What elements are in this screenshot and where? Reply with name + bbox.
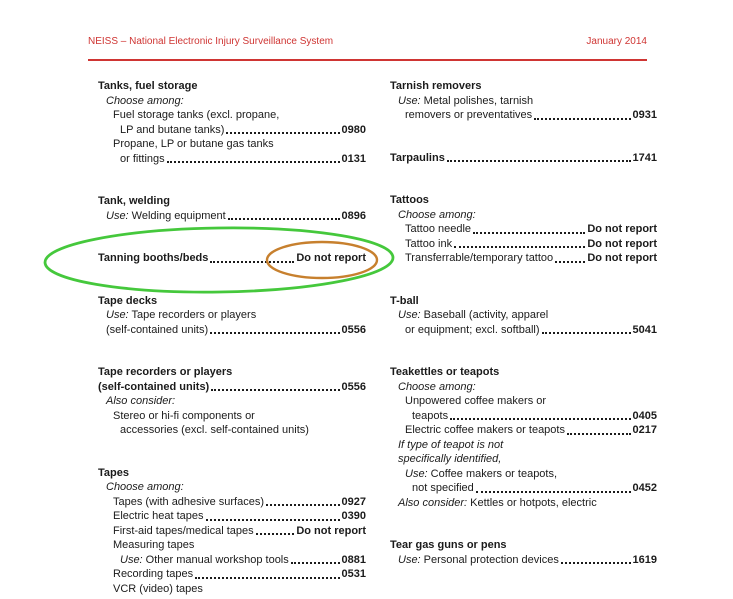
entry-line [98, 509, 366, 524]
entry-line [98, 108, 366, 123]
entry-text: Tarnish removers [390, 80, 482, 92]
dot-leader [561, 562, 631, 564]
entry-line [390, 308, 657, 323]
entry-line [98, 538, 366, 553]
entry-text: Tape decks [98, 294, 158, 307]
entry-line [98, 209, 366, 224]
entry-text: Use: Tape recorders or players [106, 309, 257, 321]
dot-leader [450, 418, 630, 420]
entry-line [98, 323, 366, 338]
entry-line [390, 438, 657, 453]
section-tarpaulins [390, 151, 657, 166]
entry-text: Tanning booths/beds [98, 252, 209, 264]
dot-leader [226, 132, 339, 134]
section-tanks-fuel-storage [98, 79, 366, 166]
section-tattoos [390, 193, 657, 266]
left-column [98, 79, 366, 599]
dot-leader [454, 246, 585, 248]
entry-text: Unpowered coffee makers or [405, 395, 547, 407]
entry-text: Tattoos [390, 194, 429, 206]
dot-leader [291, 562, 340, 564]
entry-line [98, 423, 366, 438]
entry-line [390, 294, 657, 309]
product-code: 0531 [341, 568, 366, 580]
entry-line [390, 481, 657, 496]
entry-text: Transferrable/temporary tattoo [405, 252, 554, 264]
entry-line [98, 394, 366, 409]
entry-line [390, 538, 657, 553]
product-code: 0927 [341, 495, 366, 508]
product-code: 0881 [341, 553, 366, 566]
section-tape-decks [98, 294, 366, 338]
entry-line [98, 480, 366, 495]
entry-line [390, 365, 657, 380]
entry-line [98, 152, 366, 167]
entry-text: not specified [412, 482, 474, 494]
entry-line [98, 582, 366, 597]
entry-text: Electric heat tapes [113, 510, 204, 522]
entry-text: Electric coffee makers or teapots [405, 424, 565, 436]
entry-line [98, 567, 366, 582]
product-code: 0217 [632, 424, 657, 436]
entry-text: Tear gas guns or pens [390, 539, 507, 551]
entry-text: Use: Baseball (activity, apparel [398, 309, 549, 321]
dot-leader [447, 160, 631, 162]
entry-line [390, 94, 657, 109]
entry-text: Tanks, fuel storage [98, 80, 198, 92]
page-header [88, 36, 647, 48]
entry-line [390, 409, 657, 424]
entry-text: Tarpaulins [390, 151, 445, 164]
product-code: 0131 [341, 152, 366, 165]
product-code: 0556 [341, 323, 366, 336]
dot-leader [473, 232, 585, 234]
entry-line [390, 151, 657, 166]
entry-text: accessories (excl. self-contained units) [120, 424, 309, 436]
entry-text: Use: Coffee makers or teapots, [405, 467, 558, 480]
product-code: Do not report [296, 524, 366, 537]
entry-line [98, 79, 366, 94]
section-tanning-booths-beds [98, 251, 366, 266]
entry-line [98, 123, 366, 138]
entry-text: If type of teapot is not [398, 438, 504, 451]
section-tear-gas-guns-or-pens [390, 538, 657, 567]
section-teakettles-or-teapots [390, 365, 657, 510]
dot-leader [567, 433, 631, 435]
entry-text: Tape recorders or players [98, 366, 233, 378]
entry-text: Measuring tapes [113, 539, 195, 551]
entry-text: Choose among: [398, 208, 476, 221]
entry-text: or equipment; excl. softball) [405, 323, 540, 336]
entry-line [98, 495, 366, 510]
entry-line [390, 496, 657, 511]
entry-line [390, 423, 657, 438]
entry-line [98, 409, 366, 424]
entry-line [390, 467, 657, 482]
entry-text: Stereo or hi-fi components or [113, 409, 255, 422]
entry-text: or fittings [120, 152, 165, 165]
entry-text: (self-contained units) [106, 323, 209, 336]
entry-text: Tattoo ink [405, 237, 453, 250]
entry-text: Choose among: [106, 94, 184, 107]
entry-line [390, 251, 657, 266]
entry-line [390, 380, 657, 395]
entry-line [390, 237, 657, 252]
header-title: NEISS – National Electronic Injury Surveillance System [88, 36, 334, 47]
entry-line [390, 108, 657, 123]
entry-text: Use: Other manual workshop tools [120, 553, 289, 566]
entry-line [98, 380, 366, 395]
product-code: 0931 [632, 109, 657, 121]
dot-leader [210, 332, 339, 334]
dot-leader [555, 261, 585, 263]
entry-text: LP and butane tanks) [120, 123, 225, 136]
entry-line [98, 553, 366, 568]
dot-leader [228, 218, 340, 220]
header-rule [88, 59, 647, 61]
entry-text: Tank, welding [98, 195, 170, 207]
entry-text: teapots [412, 409, 449, 422]
entry-line [390, 452, 657, 467]
entry-text: Tapes (with adhesive surfaces) [113, 495, 265, 508]
entry-text: T-ball [390, 294, 419, 307]
entry-line [390, 79, 657, 94]
entry-text: removers or preventatives [405, 109, 533, 121]
dot-leader [167, 161, 340, 163]
entry-text: Use: Metal polishes, tarnish [398, 94, 534, 107]
entry-line [390, 323, 657, 338]
dot-leader [256, 533, 295, 535]
entry-line [98, 466, 366, 481]
entry-text: (self-contained units) [98, 380, 210, 393]
entry-text: Choose among: [398, 380, 476, 393]
entry-line [98, 308, 366, 323]
entry-line [98, 365, 366, 380]
product-code: Do not report [587, 252, 657, 264]
product-code: 1619 [632, 553, 657, 566]
product-code: Do not report [296, 252, 366, 264]
entry-line [98, 524, 366, 539]
entry-text: Also consider: [106, 395, 176, 407]
entry-text: VCR (video) tapes [113, 582, 203, 595]
entry-line [98, 251, 366, 266]
section-tarnish-removers [390, 79, 657, 123]
section-tapes [98, 466, 366, 597]
section-t-ball [390, 294, 657, 338]
product-code: 5041 [632, 323, 657, 336]
dot-leader [542, 332, 631, 334]
entry-text: Recording tapes [113, 568, 194, 580]
entry-line [390, 208, 657, 223]
section-tank-welding [98, 194, 366, 223]
entry-text: Fuel storage tanks (excl. propane, [113, 109, 280, 121]
dot-leader [211, 389, 339, 391]
entry-line [390, 222, 657, 237]
entry-line [98, 137, 366, 152]
dot-leader [210, 261, 294, 263]
entry-text: Use: Welding equipment [106, 209, 226, 222]
entry-text: Propane, LP or butane gas tanks [113, 138, 274, 150]
product-code: 0390 [341, 510, 366, 522]
product-code: 0556 [341, 380, 366, 393]
product-code: 0405 [632, 409, 657, 422]
entry-text: Use: Personal protection devices [398, 553, 559, 566]
entry-text: Tattoo needle [405, 223, 472, 235]
entry-line [98, 294, 366, 309]
right-column [390, 79, 657, 595]
product-code: 0980 [341, 123, 366, 136]
entry-line [390, 394, 657, 409]
entry-text: Tapes [98, 466, 129, 479]
header-date: January 2014 [586, 36, 647, 47]
entry-text: First-aid tapes/medical tapes [113, 524, 254, 537]
entry-text: Choose among: [106, 481, 184, 493]
section-tape-recorders-or-players [98, 365, 366, 438]
entry-line [390, 553, 657, 568]
dot-leader [476, 491, 631, 493]
product-code: Do not report [587, 223, 657, 235]
entry-text: Also consider: Kettles or hotpots, electric [398, 496, 597, 509]
dot-leader [534, 118, 630, 120]
product-code: 0452 [632, 482, 657, 494]
product-code: 0896 [341, 209, 366, 222]
dot-leader [195, 577, 339, 579]
entry-text: specifically identified, [398, 453, 502, 465]
product-code: Do not report [587, 237, 657, 250]
entry-line [98, 194, 366, 209]
dot-leader [266, 504, 340, 506]
product-code: 1741 [632, 151, 657, 164]
dot-leader [206, 519, 340, 521]
entry-text: Teakettles or teapots [390, 366, 500, 378]
entry-line [390, 193, 657, 208]
entry-line [98, 94, 366, 109]
